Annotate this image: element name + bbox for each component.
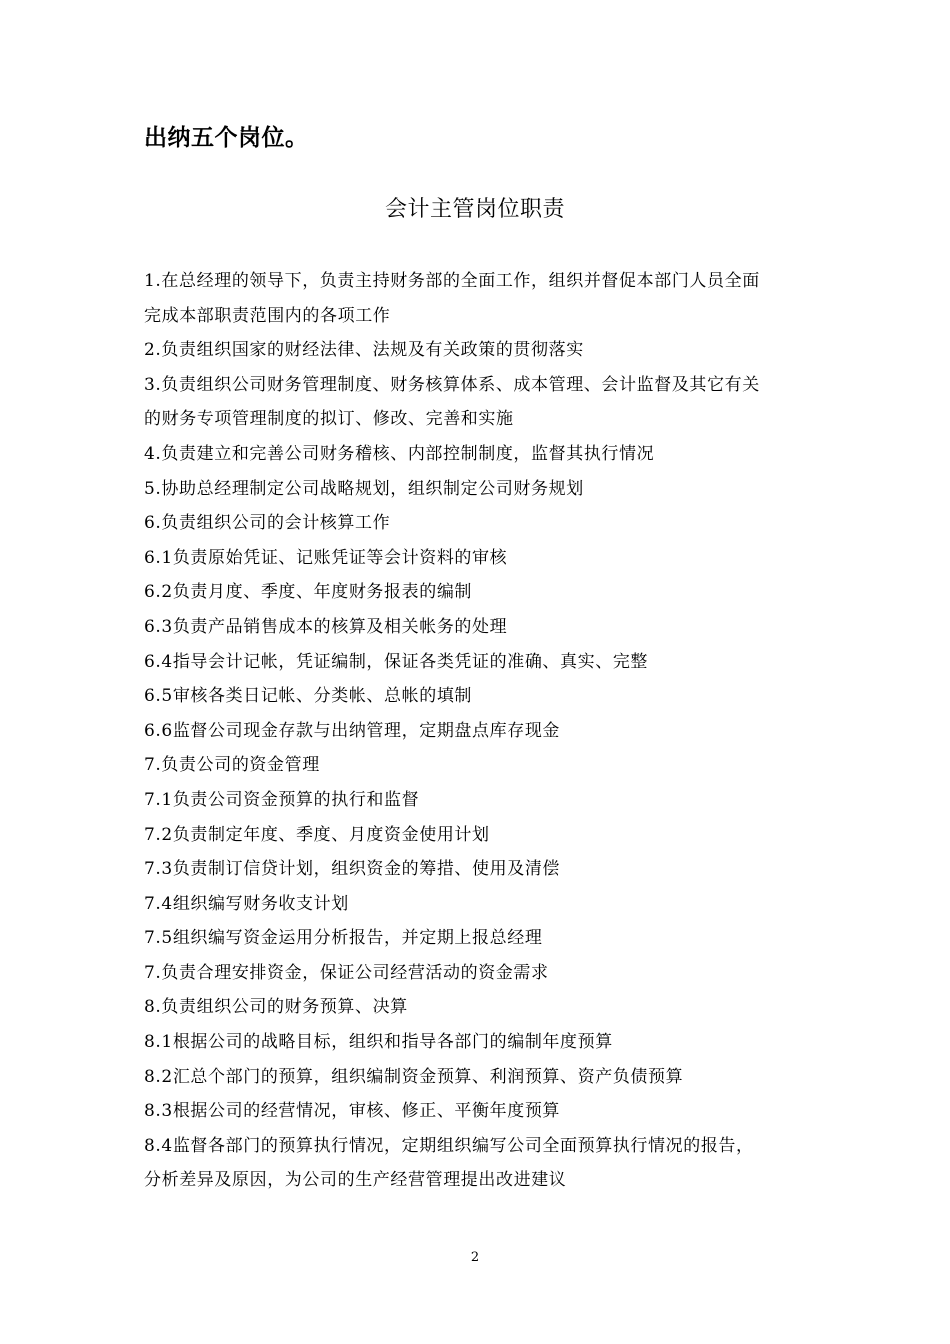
duty-line: 6.2负责月度、季度、年度财务报表的编制 xyxy=(144,582,473,603)
duty-line: 6.3负责产品销售成本的核算及相关帐务的处理 xyxy=(144,616,508,637)
duty-line: 6.6监督公司现金存款与出纳管理，定期盘点库存现金 xyxy=(144,720,561,741)
duty-line: 7.1负责公司资金预算的执行和监督 xyxy=(144,789,420,810)
duty-line: 7.2负责制定年度、季度、月度资金使用计划 xyxy=(144,824,490,845)
duty-line: 6.负责组织公司的会计核算工作 xyxy=(144,513,391,534)
duty-line: 7.负责公司的资金管理 xyxy=(144,755,320,776)
duty-line: 4.负责建立和完善公司财务稽核、内部控制制度，监督其执行情况 xyxy=(144,443,655,464)
duty-line: 7.5组织编写资金运用分析报告，并定期上报总经理 xyxy=(144,928,543,949)
duty-line: 3.负责组织公司财务管理制度、财务核算体系、成本管理、会计监督及其它有关 xyxy=(144,374,760,395)
duty-line: 分析差异及原因，为公司的生产经营管理提出改进建议 xyxy=(144,1170,567,1191)
duty-line: 7.4组织编写财务收支计划 xyxy=(144,893,349,914)
duty-line: 7.负责合理安排资金，保证公司经营活动的资金需求 xyxy=(144,962,549,983)
duty-line: 6.5审核各类日记帐、分类帐、总帐的填制 xyxy=(144,686,473,707)
duty-line: 5.协助总经理制定公司战略规划，组织制定公司财务规划 xyxy=(144,478,584,499)
duty-line: 6.4指导会计记帐，凭证编制，保证各类凭证的准确、真实、完整 xyxy=(144,651,649,672)
duty-line: 7.3负责制订信贷计划，组织资金的筹措、使用及清偿 xyxy=(144,859,561,880)
duty-line: 8.4监督各部门的预算执行情况，定期组织编写公司全面预算执行情况的报告， xyxy=(144,1135,754,1156)
page-title: 会计主管岗位职责 xyxy=(384,197,565,222)
lead-heading: 出纳五个岗位。 xyxy=(144,125,309,151)
page-number: 2 xyxy=(470,1250,480,1265)
duty-list xyxy=(144,264,814,1198)
duty-line: 完成本部职责范围内的各项工作 xyxy=(144,305,391,326)
duty-line: 8.2汇总个部门的预算，组织编制资金预算、利润预算、资产负债预算 xyxy=(144,1066,684,1087)
duty-line: 8.1根据公司的战略目标，组织和指导各部门的编制年度预算 xyxy=(144,1032,613,1053)
duty-line: 8.负责组织公司的财务预算、决算 xyxy=(144,997,408,1018)
duty-line: 1.在总经理的领导下，负责主持财务部的全面工作，组织并督促本部门人员全面 xyxy=(144,271,760,291)
duty-line: 的财务专项管理制度的拟订、修改、完善和实施 xyxy=(144,409,514,430)
duty-line: 6.1负责原始凭证、记账凭证等会计资料的审核 xyxy=(144,547,508,568)
duty-line: 2.负责组织国家的财经法律、法规及有关政策的贯彻落实 xyxy=(144,340,584,361)
duty-line: 8.3根据公司的经营情况，审核、修正、平衡年度预算 xyxy=(144,1101,561,1122)
